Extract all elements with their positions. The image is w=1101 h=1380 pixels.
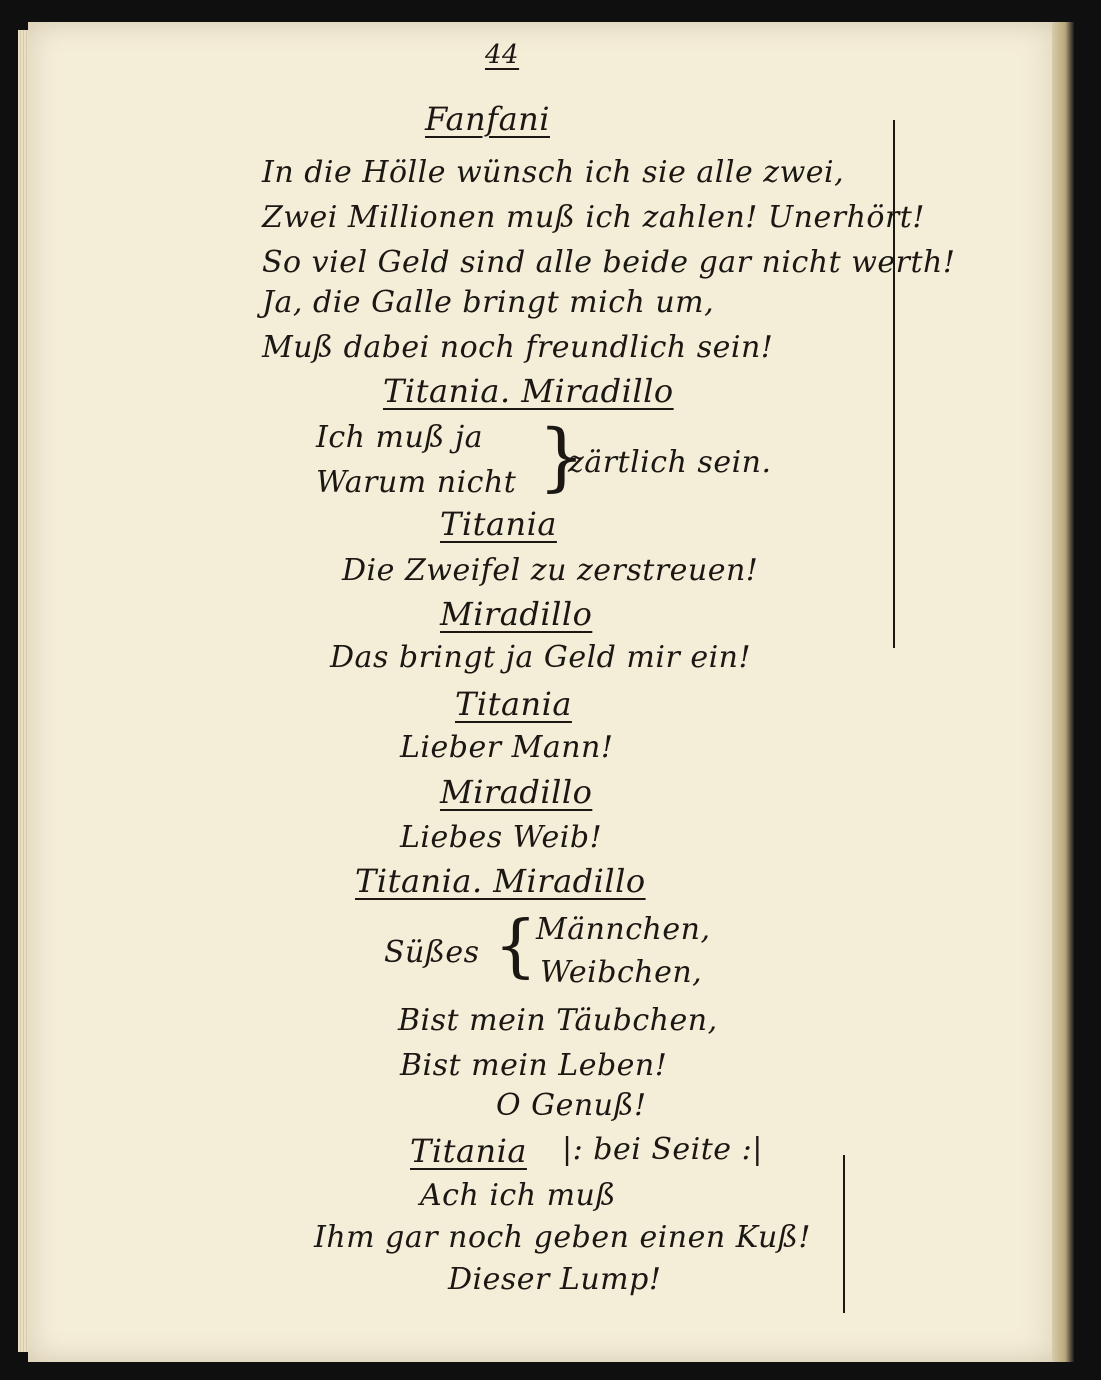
duet-line: Bist mein Täubchen, bbox=[398, 1003, 718, 1038]
margin-bracket bbox=[893, 120, 895, 648]
heading-titania: Titania bbox=[410, 1132, 527, 1170]
heading-titania-miradillo: Titania. Miradillo bbox=[383, 372, 674, 410]
final-line: Ach ich muß bbox=[420, 1178, 616, 1213]
suesses-label: Süßes bbox=[384, 935, 480, 970]
final-line: Dieser Lump! bbox=[448, 1262, 662, 1297]
duet-line: O Genuß! bbox=[496, 1088, 647, 1123]
duet-shared-line: zärtlich sein. bbox=[568, 445, 772, 480]
duet-line: Ich muß ja bbox=[316, 420, 484, 455]
curly-brace: } bbox=[538, 414, 586, 500]
heading-titania: Titania bbox=[440, 505, 557, 543]
miradillo-line: Liebes Weib! bbox=[400, 820, 603, 855]
suesses-option: Männchen, bbox=[536, 912, 711, 947]
final-line: Ihm gar noch geben einen Kuß! bbox=[314, 1220, 811, 1255]
heading-titania: Titania bbox=[455, 685, 572, 723]
heading-miradillo: Miradillo bbox=[440, 773, 593, 811]
fanfani-line: Muß dabei noch freundlich sein! bbox=[262, 330, 774, 365]
book-gutter bbox=[1052, 22, 1074, 1362]
duet-line: Bist mein Leben! bbox=[400, 1048, 668, 1083]
miradillo-line: Das bringt ja Geld mir ein! bbox=[330, 640, 752, 675]
titania-line: Die Zweifel zu zerstreuen! bbox=[342, 553, 759, 588]
suesses-option: Weibchen, bbox=[540, 955, 703, 990]
curly-brace: { bbox=[494, 907, 538, 986]
page-number: 44 bbox=[485, 40, 520, 70]
fanfani-line: In die Hölle wünsch ich sie alle zwei, bbox=[262, 155, 845, 190]
heading-titania-miradillo: Titania. Miradillo bbox=[355, 862, 646, 900]
heading-fanfani: Fanfani bbox=[425, 100, 550, 138]
duet-line: Warum nicht bbox=[316, 465, 517, 500]
stage-direction: |: bei Seite :| bbox=[562, 1132, 763, 1167]
fanfani-line: Ja, die Galle bringt mich um, bbox=[262, 285, 715, 320]
margin-bracket bbox=[843, 1155, 845, 1313]
heading-miradillo: Miradillo bbox=[440, 595, 593, 633]
fanfani-line: So viel Geld sind alle beide gar nicht werth! bbox=[262, 245, 956, 280]
titania-line: Lieber Mann! bbox=[400, 730, 614, 765]
fanfani-line: Zwei Millionen muß ich zahlen! Unerhört! bbox=[262, 200, 925, 235]
